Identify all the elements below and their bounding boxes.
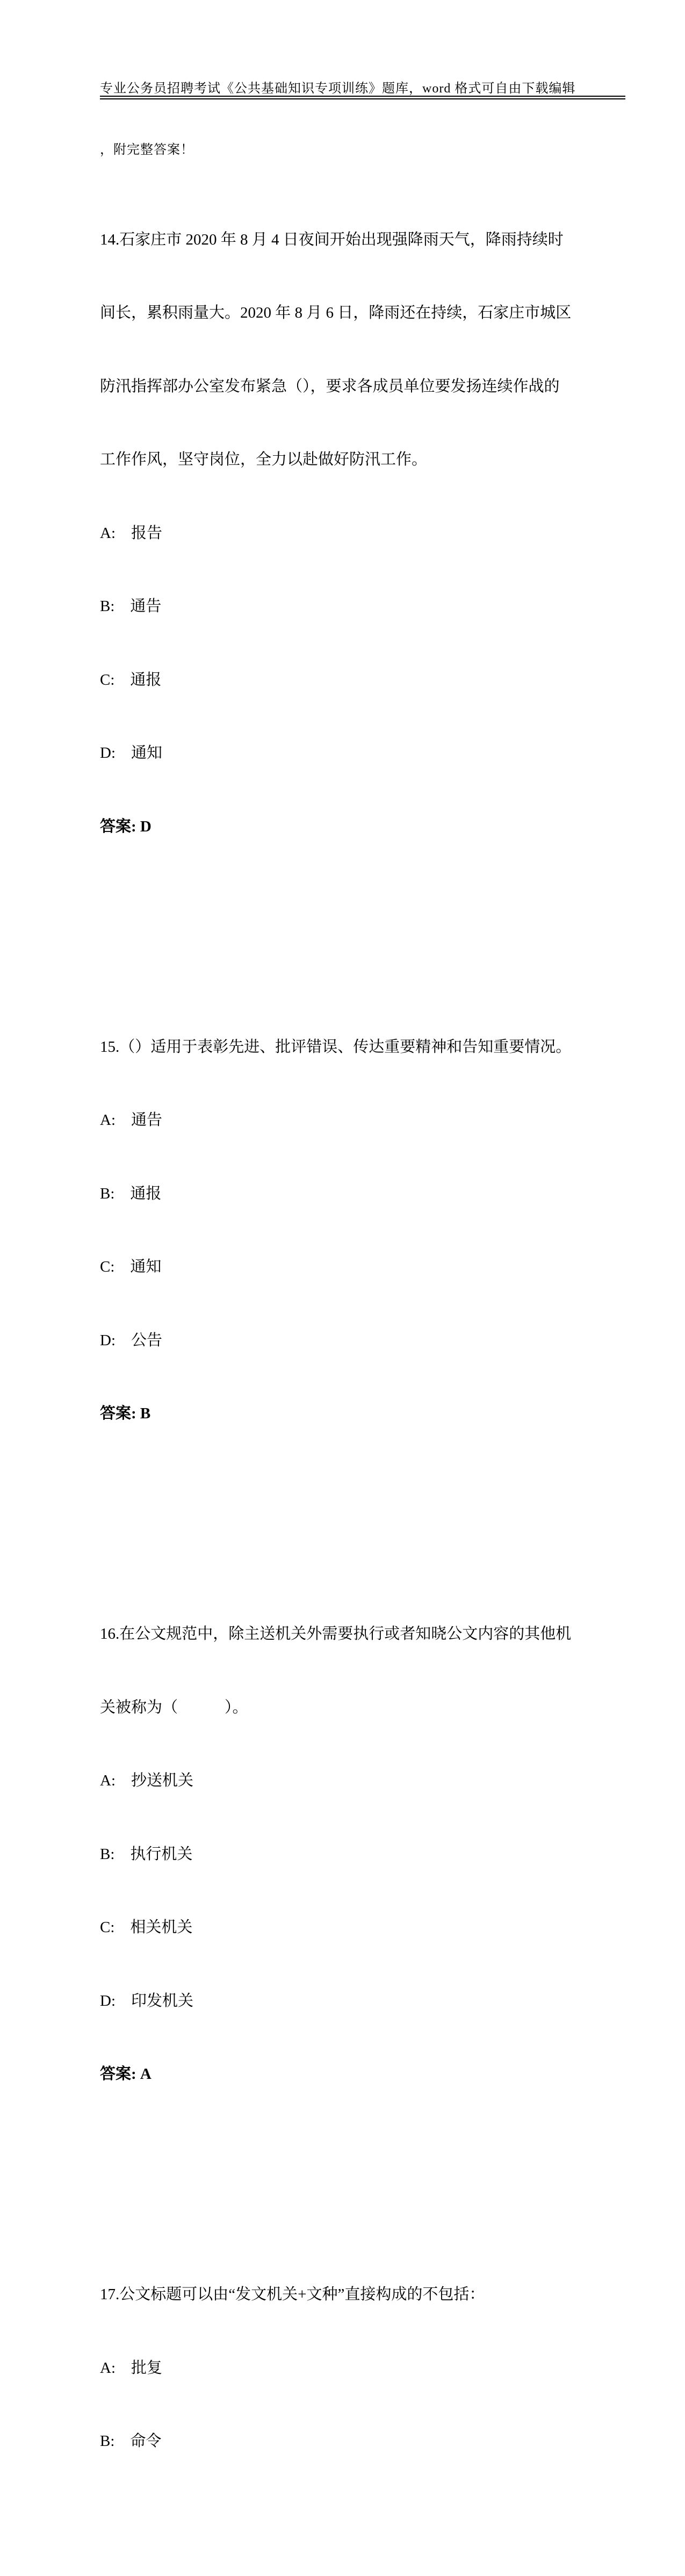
question-14-option-b: B: 通告 bbox=[100, 598, 162, 615]
question-16-option-b: B: 执行机关 bbox=[100, 1845, 193, 1863]
question-14-stem-line-1: 14.石家庄市 2020 年 8 月 4 日夜间开始出现强降雨天气，降雨持续时 bbox=[100, 231, 564, 248]
question-14-option-d: D: 通知 bbox=[100, 744, 163, 762]
question-15-option-d: D: 公告 bbox=[100, 1331, 163, 1349]
question-15-stem-line-1: 15.（）适用于表彰先进、批评错误、传达重要精神和告知重要情况。 bbox=[100, 1038, 572, 1056]
question-16-option-a: A: 抄送机关 bbox=[100, 1772, 194, 1789]
question-17-option-b: B: 命令 bbox=[100, 2433, 162, 2450]
question-14-stem-line-4: 工作作风，坚守岗位，全力以赴做好防汛工作。 bbox=[100, 451, 428, 468]
question-14-stem-line-3: 防汛指挥部办公室发布紧急（），要求各成员单位要发扬连续作战的 bbox=[100, 377, 560, 395]
question-14-stem-line-2: 间长，累积雨量大。2020 年 8 月 6 日，降雨还在持续，石家庄市城区 bbox=[100, 304, 572, 321]
header-text-line-1: 专业公务员招聘考试《公共基础知识专项训练》题库，word 格式可自由下载编辑 bbox=[100, 82, 576, 96]
question-16-option-d: D: 印发机关 bbox=[100, 1992, 194, 2010]
question-15-option-a: A: 通告 bbox=[100, 1111, 163, 1129]
header-text-line-2: ，附完整答案！ bbox=[100, 143, 194, 157]
question-16-stem-line-1: 16.在公文规范中，除主送机关外需要执行或者知晓公文内容的其他机 bbox=[100, 1625, 572, 1642]
question-16-stem-line-2: 关被称为（ ）。 bbox=[100, 1698, 248, 1716]
header-divider-line bbox=[100, 96, 625, 99]
question-block-17 bbox=[100, 2234, 629, 2503]
question-14-option-c: C: 通报 bbox=[100, 671, 162, 688]
question-17-stem-line-1: 17.公文标题可以由“发文机关+文种”直接构成的不包括： bbox=[100, 2286, 485, 2303]
question-15-option-b: B: 通报 bbox=[100, 1185, 162, 1202]
question-15-answer-line: 答案: B bbox=[100, 1405, 151, 1422]
question-14-answer-line: 答案: D bbox=[100, 817, 152, 835]
question-16-answer-line: 答案: A bbox=[100, 2065, 152, 2083]
question-15-option-c: C: 通知 bbox=[100, 1258, 162, 1275]
question-block-15 bbox=[100, 986, 629, 1475]
question-list bbox=[100, 105, 629, 2576]
question-block-16 bbox=[100, 1573, 629, 2136]
question-block-14 bbox=[100, 179, 629, 888]
question-17-option-a: A: 批复 bbox=[100, 2359, 163, 2377]
question-14-option-a: A: 报告 bbox=[100, 524, 163, 542]
question-16-option-c: C: 相关机关 bbox=[100, 1919, 193, 1936]
